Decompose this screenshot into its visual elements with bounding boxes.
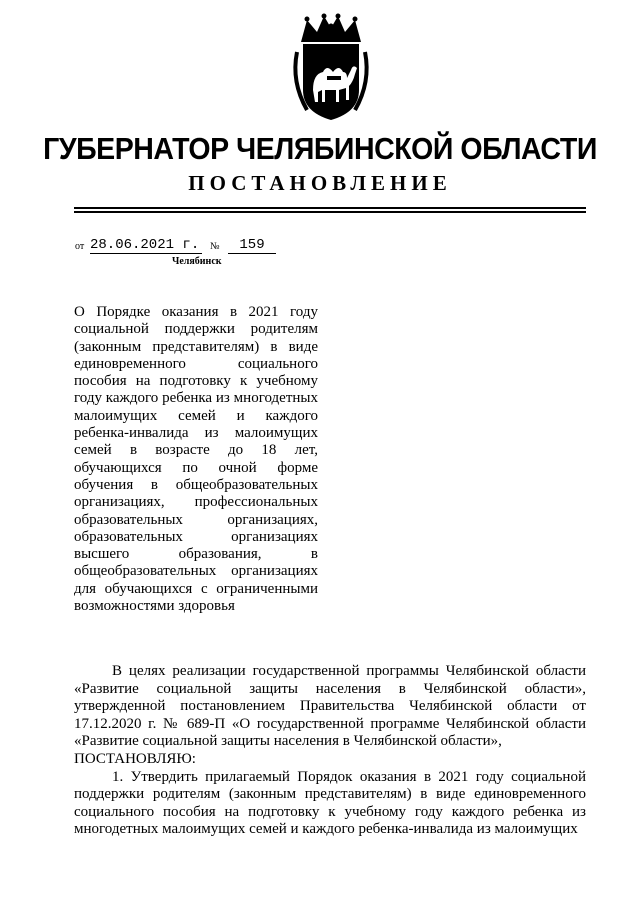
header-rule-top [74, 207, 586, 209]
document-body [74, 663, 586, 839]
issue-city: Челябинск [172, 256, 222, 267]
item-1-paragraph: 1. Утвердить прилагаемый Порядок оказания в 2021 году социальной поддержки родителям (законным представителям) в виде единовременного социального пособия на подготовку к учебному году каждого ребенка из многодетных малоимущих семей и каждого ребенка-инвалида из малоимущих [74, 768, 586, 838]
document-date: 28.06.2021 г. [90, 237, 202, 254]
preamble-paragraph: В целях реализации государственной программы Челябинской области «Развитие социальной защиты населения в Челябинской области», утвержденной постановлением Правительства Челябинской области от 17.12.2020 г. № 689-П «О государственной программе Челябинской области «Развитие социальной защиты населения в Челябинской области», [74, 663, 586, 750]
document-number: 159 [228, 237, 276, 254]
crown-icon [301, 14, 361, 43]
number-prefix: № [210, 241, 220, 252]
date-prefix: от [75, 241, 85, 252]
document-type: ПОСТАНОВЛЕНИЕ [188, 171, 452, 195]
coat-of-arms-emblem [287, 12, 375, 124]
authority-title: ГУБЕРНАТОР ЧЕЛЯБИНСКОЙ ОБЛАСТИ [43, 131, 597, 166]
document-subject: О Порядке оказания в 2021 году социальной поддержки родителям (законным представителям) в виде единовременного социального пособия на подготовку к учебному году каждого ребенка из многодетных малоимущих семей и каждого ребенка-инвалида из малоимущих семей в возрасте до 18 лет, обучающихся по очной форме обучения в общеобразовательных организациях, профессиональных образовательных организациях, образовательных организациях высшего образования, в общеобразовательных организациях для обучающихся с ограниченными возможностями здоровья [74, 304, 318, 615]
header-rule-bottom [74, 211, 586, 213]
decree-word: ПОСТАНОВЛЯЮ: [74, 750, 196, 767]
